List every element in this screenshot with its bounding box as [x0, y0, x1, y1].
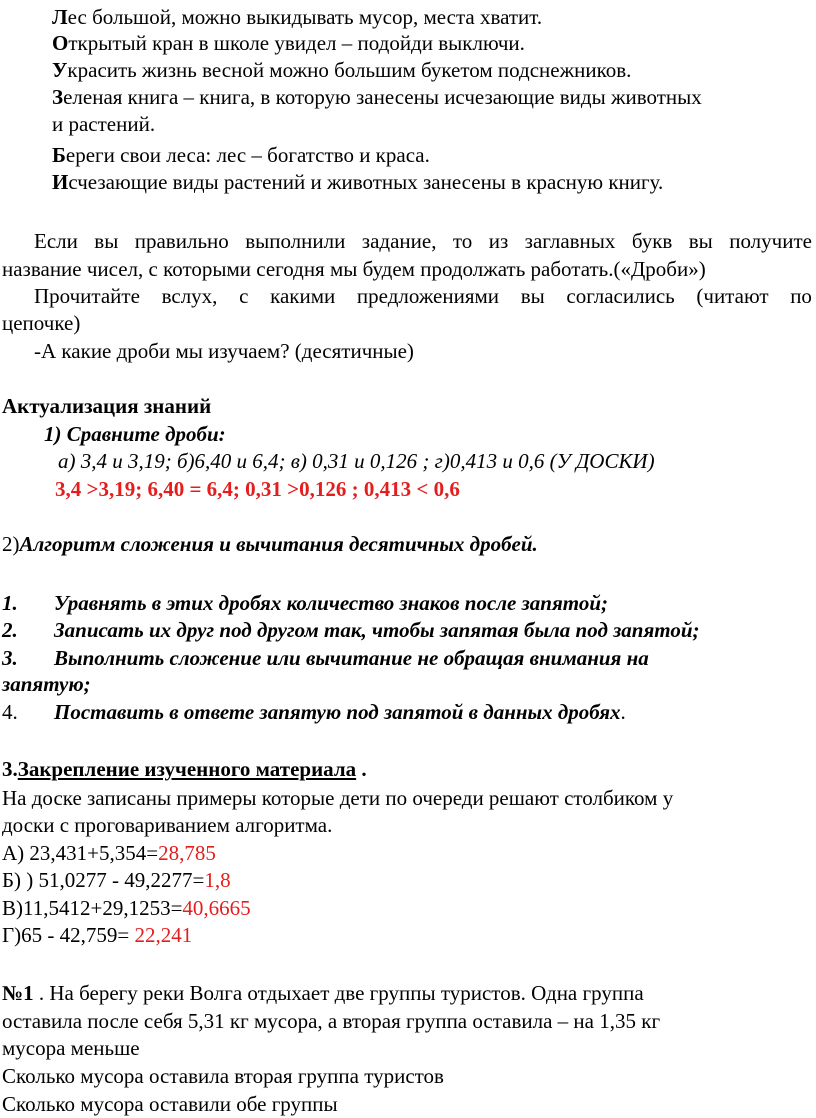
capital-letter: И: [52, 170, 69, 194]
problem-question-2: Сколько мусора оставили обе группы: [2, 1092, 338, 1116]
intro-paragraph-2-line-1: Прочитайте вслух, с какими предложениями вы согласились (читают по: [34, 284, 812, 308]
example-answer: 40,6665: [182, 896, 251, 920]
problem-question-1: Сколько мусора оставила вторая группа туристов: [2, 1064, 444, 1088]
capital-letter: Б: [52, 143, 66, 167]
example-b: Б) ) 51,0277 - 49,2277=1,8: [2, 868, 231, 892]
algorithm-step-1: 1. Уравнять в этих дробях количество знаков после запятой;: [2, 591, 609, 615]
example-a: А) 23,431+5,354=28,785: [2, 841, 216, 865]
compare-task-items: а) 3,4 и 3,19; б)6,40 и 6,4; в) 0,31 и 0,126 ; г)0,413 и 0,6 (У ДОСКИ): [58, 449, 655, 473]
acrostic-line-3: Украсить жизнь весной можно большим букетом подснежников.: [52, 58, 632, 82]
intro-paragraph-1-line-2: название чисел, с которыми сегодня мы будем продолжать работать.(«Дроби»): [2, 257, 706, 281]
consolidation-desc-line-2: доски с проговариванием алгоритма.: [2, 813, 333, 837]
example-answer: 22,241: [134, 923, 193, 947]
algorithm-step-3: 3. Выполнить сложение или вычитание не обращая внимания на: [2, 646, 649, 670]
intro-paragraph-3: -А какие дроби мы изучаем? (десятичные): [34, 339, 414, 363]
intro-paragraph-2-line-2: цепочке): [2, 311, 81, 335]
problem-line-3: мусора меньше: [2, 1036, 140, 1060]
compare-task-answers: 3,4 >3,19; 6,40 = 6,4; 0,31 >0,126 ; 0,413 < 0,6: [55, 477, 460, 501]
compare-task-title: 1) Сравните дроби:: [44, 422, 226, 446]
example-d: Г)65 - 42,759= 22,241: [2, 923, 193, 947]
capital-letter: О: [52, 31, 69, 55]
example-c: В)11,5412+29,1253=40,6665: [2, 896, 251, 920]
problem-line-2: оставила после себя 5,31 кг мусора, а вторая группа оставила – на 1,35 кг: [2, 1009, 661, 1033]
acrostic-line-1: Лес большой, можно выкидывать мусор, места хватит.: [52, 5, 543, 29]
acrostic-line-2: Открытый кран в школе увидел – подойди выключи.: [52, 31, 525, 55]
acrostic-line-4: Зеленая книга – книга, в которую занесены исчезающие виды животных: [52, 85, 702, 109]
acrostic-line-4-cont: и растений.: [52, 112, 156, 136]
algorithm-step-2: 2. Записать их друг под другом так, чтобы запятая была под запятой;: [2, 618, 700, 642]
capital-letter: У: [52, 58, 68, 82]
acrostic-line-6: Исчезающие виды растений и животных занесены в красную книгу.: [52, 170, 664, 194]
algorithm-step-3-cont: запятую;: [2, 672, 91, 696]
example-answer: 1,8: [204, 868, 231, 892]
consolidation-desc-line-1: На доске записаны примеры которые дети по очереди решают столбиком у: [2, 786, 674, 810]
actualization-heading: Актуализация знаний: [2, 394, 212, 418]
capital-letter: Л: [52, 5, 68, 29]
acrostic-line-5: Береги свои леса: лес – богатство и краса.: [52, 143, 430, 167]
example-answer: 28,785: [158, 841, 216, 865]
intro-paragraph-1-line-1: Если вы правильно выполнили задание, то из заглавных букв вы получите: [34, 229, 812, 253]
capital-letter: З: [52, 85, 64, 109]
consolidation-heading: 3.Закрепление изученного материала .: [2, 757, 367, 781]
algorithm-heading: 2)Алгоритм сложения и вычитания десятичных дробей.: [2, 532, 538, 556]
problem-line-1: №1 . На берегу реки Волга отдыхает две группы туристов. Одна группа: [2, 981, 644, 1005]
algorithm-step-4: 4. Поставить в ответе запятую под запятой в данных дробях.: [2, 700, 626, 724]
